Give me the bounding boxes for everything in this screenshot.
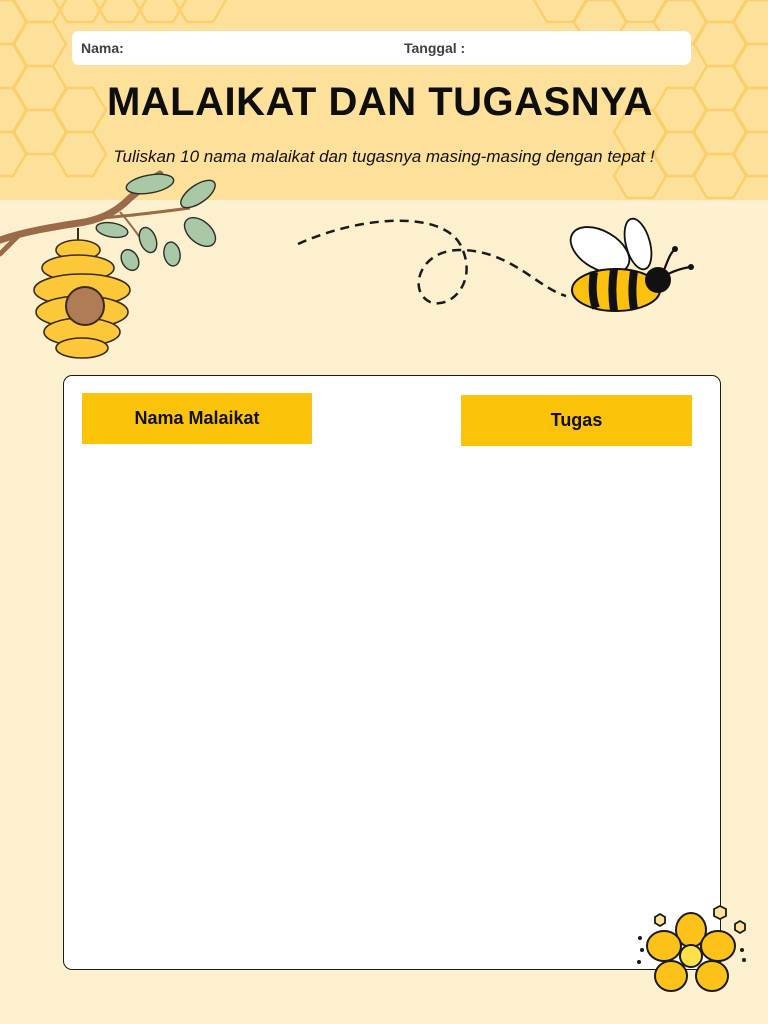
name-date-bar: [72, 31, 691, 65]
instruction-text: Tuliskan 10 nama malaikat dan tugasnya masing-masing dengan tepat !: [113, 147, 655, 166]
dashed-flight-path-icon: [290, 210, 580, 320]
flower-icon: [634, 902, 752, 1002]
bee-icon: [560, 212, 700, 317]
column-header-tugas: Tugas: [461, 395, 692, 446]
date-field-label: Tanggal :: [404, 40, 466, 56]
worksheet-table: [63, 375, 721, 970]
name-field-label: Nama:: [81, 40, 124, 56]
page-title: MALAIKAT DAN TUGASNYA: [106, 80, 654, 124]
column-header-nama-malaikat: Nama Malaikat: [82, 393, 312, 444]
beehive-icon: [30, 228, 140, 368]
